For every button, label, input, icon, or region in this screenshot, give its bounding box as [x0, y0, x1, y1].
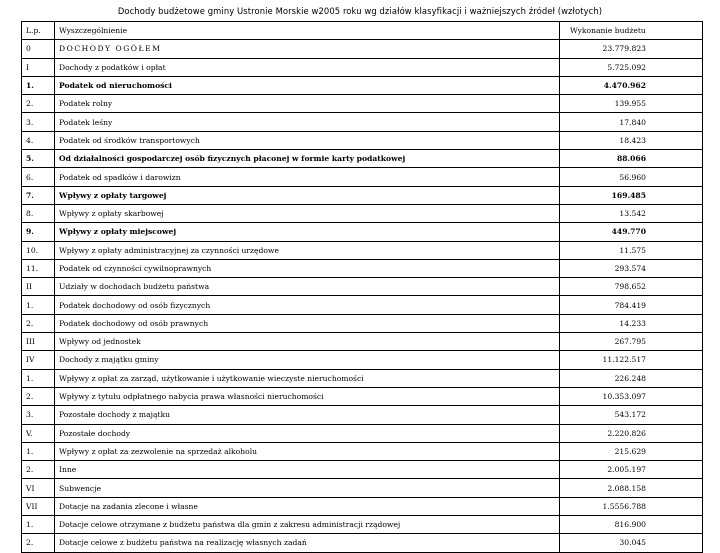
row-name: Wpływy z opłat za zarząd, użytkowanie i użytkowanie wieczyste nieruchomości: [55, 369, 560, 387]
row-value: 18.423: [560, 131, 703, 149]
row-name: Wpływy od jednostek: [55, 333, 560, 351]
row-lp: 4.: [22, 131, 55, 149]
row-name: Podatek od nieruchomości: [55, 76, 560, 94]
table-row: [22, 241, 703, 259]
table-row: [22, 186, 703, 204]
row-lp: VI: [22, 479, 55, 497]
row-value: 11.575: [560, 241, 703, 259]
row-lp: 9.: [22, 223, 55, 241]
row-lp: 1.: [22, 296, 55, 314]
row-name: Dochody z majątku gminy: [55, 351, 560, 369]
row-name: Podatek od spadków i darowizn: [55, 168, 560, 186]
row-value: 4.470.962: [560, 76, 703, 94]
row-value: 14.233: [560, 314, 703, 332]
row-value: 2.005.197: [560, 461, 703, 479]
row-value: 5.725.092: [560, 58, 703, 76]
row-value: 226.248: [560, 369, 703, 387]
table-row: [22, 461, 703, 479]
row-lp: 1.: [22, 516, 55, 534]
row-value: 784.419: [560, 296, 703, 314]
row-value: 23.779.823: [560, 40, 703, 58]
row-value: 293.574: [560, 259, 703, 277]
row-name: Od działalności gospodarczej osób fizycznych płaconej w formie karty podatkowej: [55, 150, 560, 168]
row-name: Wpływy z opłaty targowej: [55, 186, 560, 204]
row-name: Dochody z podatków i opłat: [55, 58, 560, 76]
row-value: 2.220.826: [560, 424, 703, 442]
row-name: Wpływy z opłaty administracyjnej za czynności urzędowe: [55, 241, 560, 259]
row-lp: 2.: [22, 461, 55, 479]
row-value: 30.045: [560, 534, 703, 552]
table-row: [22, 351, 703, 369]
table-row: [22, 497, 703, 515]
row-name: Podatek od czynności cywilnoprawnych: [55, 259, 560, 277]
row-name: Dotacje na zadania zlecone i własne: [55, 497, 560, 515]
row-lp: 7.: [22, 186, 55, 204]
row-lp: 6.: [22, 168, 55, 186]
row-value: 17.840: [560, 113, 703, 131]
table-row: [22, 387, 703, 405]
table-row: [22, 369, 703, 387]
table-row: [22, 40, 703, 58]
row-name: Wpływy z tytułu odpłatnego nabycia prawa własności nieruchomości: [55, 387, 560, 405]
row-name: Podatek od środków transportowych: [55, 131, 560, 149]
row-value: 88.066: [560, 150, 703, 168]
table-row: [22, 150, 703, 168]
row-name: Udziały w dochodach budżetu państwa: [55, 278, 560, 296]
revenue-table: [21, 21, 703, 553]
table-row: [22, 76, 703, 94]
row-name: Dotacje celowe z budżetu państwa na realizację własnych zadań: [55, 534, 560, 552]
row-lp: 11.: [22, 259, 55, 277]
row-lp: 2.: [22, 534, 55, 552]
table-row: [22, 424, 703, 442]
row-name: Podatek dochodowy od osób fizycznych: [55, 296, 560, 314]
table-row: [22, 95, 703, 113]
row-name: Pozostałe dochody: [55, 424, 560, 442]
row-value: 10.353.097: [560, 387, 703, 405]
row-value: 169.485: [560, 186, 703, 204]
row-lp: 2.: [22, 314, 55, 332]
table-row: [22, 131, 703, 149]
row-name: Dotacje celowe otrzymane z budżetu państwa dla gmin z zakresu administracji rządowej: [55, 516, 560, 534]
row-lp: IV: [22, 351, 55, 369]
row-lp: 10.: [22, 241, 55, 259]
header-name: Wyszczególnienie: [55, 22, 560, 40]
row-value: 215.629: [560, 442, 703, 460]
table-row: [22, 534, 703, 552]
row-lp: VII: [22, 497, 55, 515]
row-lp: 1.: [22, 76, 55, 94]
row-value: 816.900: [560, 516, 703, 534]
row-value: 2.088.158: [560, 479, 703, 497]
row-name: Podatek leśny: [55, 113, 560, 131]
row-name: Podatek rolny: [55, 95, 560, 113]
row-lp: 0: [22, 40, 55, 58]
page-title: Dochody budżetowe gminy Ustronie Morskie w2005 roku wg działów klasyfikacji i ważniejszych źródeł (wzłotych): [117, 6, 603, 16]
row-lp: 5.: [22, 150, 55, 168]
row-value: 11.122.517: [560, 351, 703, 369]
table-row: [22, 442, 703, 460]
table-row: [22, 113, 703, 131]
table-row: [22, 406, 703, 424]
table-header-row: [22, 22, 703, 40]
table-row: [22, 516, 703, 534]
row-name: DOCHODY OGÓŁEM: [55, 40, 560, 58]
row-lp: 1.: [22, 442, 55, 460]
row-name: Wpływy z opłaty miejscowej: [55, 223, 560, 241]
row-value: 449.770: [560, 223, 703, 241]
table-row: [22, 278, 703, 296]
table-row: [22, 223, 703, 241]
row-lp: 2.: [22, 95, 55, 113]
table-row: [22, 259, 703, 277]
row-lp: 2.: [22, 387, 55, 405]
row-value: 139.955: [560, 95, 703, 113]
row-name: Wpływy z opłaty skarbowej: [55, 204, 560, 222]
row-lp: 8.: [22, 204, 55, 222]
row-lp: V.: [22, 424, 55, 442]
row-value: 1.5556.788: [560, 497, 703, 515]
row-name: Pozostałe dochody z majątku: [55, 406, 560, 424]
row-lp: I: [22, 58, 55, 76]
row-name: Podatek dochodowy od osób prawnych: [55, 314, 560, 332]
header-value: Wykonanie budżetu: [560, 22, 703, 40]
table-row: [22, 296, 703, 314]
table-row: [22, 204, 703, 222]
row-lp: 3.: [22, 113, 55, 131]
table-row: [22, 479, 703, 497]
row-value: 267.795: [560, 333, 703, 351]
header-lp: L.p.: [22, 22, 55, 40]
table-row: [22, 333, 703, 351]
row-lp: 3.: [22, 406, 55, 424]
table-row: [22, 314, 703, 332]
row-name: Wpływy z opłat za zezwolenie na sprzedaż alkoholu: [55, 442, 560, 460]
row-name: Subwencje: [55, 479, 560, 497]
table-row: [22, 58, 703, 76]
row-value: 543.172: [560, 406, 703, 424]
row-lp: 1.: [22, 369, 55, 387]
row-lp: II: [22, 278, 55, 296]
row-lp: III: [22, 333, 55, 351]
row-value: 13.542: [560, 204, 703, 222]
row-value: 798.652: [560, 278, 703, 296]
table-row: [22, 168, 703, 186]
row-name: Inne: [55, 461, 560, 479]
row-value: 56.960: [560, 168, 703, 186]
